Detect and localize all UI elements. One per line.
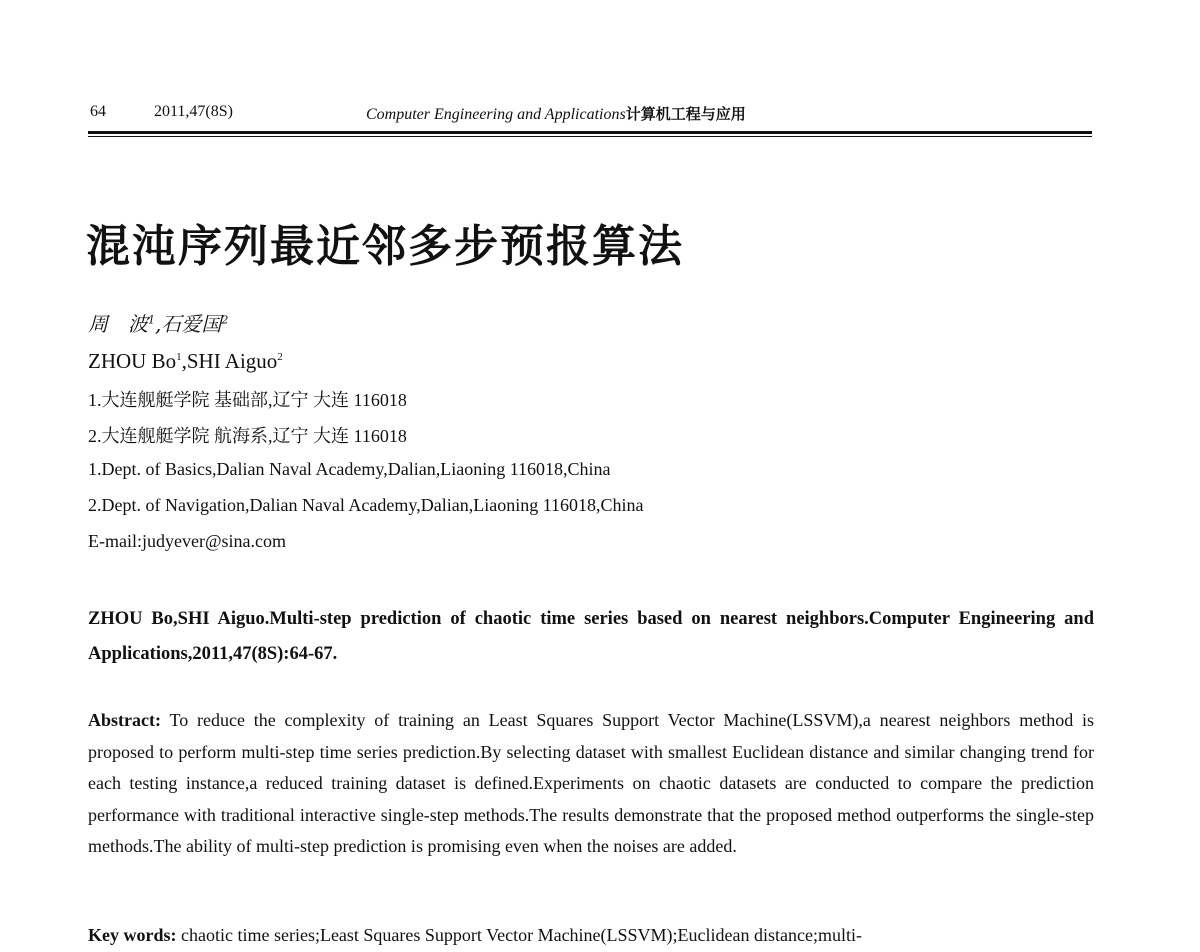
author-cn-1: 周 波	[88, 312, 148, 336]
abstract-label: Abstract:	[88, 710, 161, 730]
abstract	[88, 705, 1094, 863]
affiliation-en-1: 1.Dept. of Basics,Dalian Naval Academy,Dalian,Liaoning 116018,China	[88, 459, 611, 479]
header-rule-thick	[88, 131, 1092, 134]
keywords	[88, 920, 862, 952]
affiliation-en-2: 2.Dept. of Navigation,Dalian Naval Academy,Dalian,Liaoning 116018,China	[88, 495, 644, 515]
author-en-2-sup: 2	[277, 351, 283, 363]
header-journal-en: Computer Engineering and Applications	[366, 106, 626, 123]
author-cn-1-sup: 1	[148, 313, 155, 327]
keywords-label: Key words:	[88, 925, 177, 945]
abstract-text: To reduce the complexity of training an Least Squares Support Vector Machine(LSSVM),a nearest neighbors method is proposed to perform multi-step time series prediction.By selecting dataset with smallest Euclidean distance and similar changing trend for each testing instance,a reduced training dataset is defined.Experiments on chaotic datasets are conducted to compare the prediction performance with traditional interactive single-step methods.The results demonstrate that the proposed method outperforms the single-step methods.The ability of multi-step prediction is promising even when the noises are added.	[88, 710, 1094, 856]
header-journal-cn: 计算机工程与应用	[625, 105, 746, 123]
author-en-1-sup: 1	[176, 351, 182, 363]
header-page-number: 64	[90, 103, 106, 120]
author-en-1: ZHOU Bo	[88, 349, 177, 373]
keywords-text: chaotic time series;Least Squares Support Vector Machine(LSSVM);Euclidean distance;multi-	[176, 925, 862, 945]
affiliation-cn-2: 2.大连舰艇学院 航海系,辽宁 大连 116018	[88, 426, 407, 446]
authors-english	[88, 349, 283, 374]
author-en-separator: ,	[181, 349, 187, 373]
author-email: E-mail:judyever@sina.com	[88, 531, 287, 551]
author-en-2: SHI Aiguo	[186, 349, 278, 373]
header-volume: 2011,47(8S)	[154, 103, 233, 120]
author-cn-2: 石爱国	[161, 312, 222, 336]
header-rule-thin	[88, 136, 1092, 137]
authors-chinese	[88, 308, 228, 337]
affiliation-cn-1: 1.大连舰艇学院 基础部,辽宁 大连 116018	[88, 390, 407, 410]
header-journal	[366, 103, 746, 125]
paper-title: 混沌序列最近邻多步预报算法	[86, 221, 684, 272]
citation: ZHOU Bo,SHI Aiguo.Multi-step prediction of chaotic time series based on nearest neighbors.Computer Engineering and Applications,2011,47(8S):64-67.	[88, 609, 1094, 664]
author-cn-2-sup: 2	[221, 313, 229, 327]
author-cn-separator: ,	[155, 312, 162, 336]
